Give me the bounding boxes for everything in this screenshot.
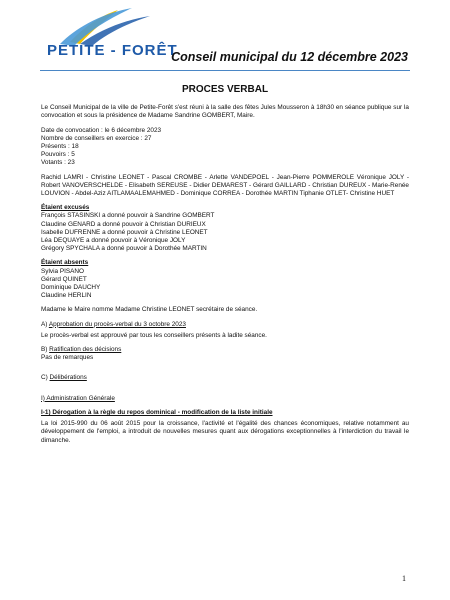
document-body [41,80,409,445]
list-item: Sylvia PISANO [41,267,84,275]
intro-paragraph: Le Conseil Municipal de la ville de Petite-Forêt s'est réuni à la salle des fêtes Jules Mousseron à 18h30 en séance publique sur la convocation et sous la présidence de Madame Sandrine GOMBERT, Maire. [41,104,409,120]
logo-text: PETITE - FORÊT [47,42,178,59]
absents-heading: Étaient absents [41,259,89,267]
list-item: Claudine GENARD a donné pouvoir à Christian DURIEUX [41,220,206,228]
list-item: François STASINSKI a donné pouvoir à Sandrine GOMBERT [41,212,215,220]
section-b-heading: B) Ratification des décisions [41,346,122,354]
logo-swoosh-icon [40,6,170,46]
convocation-date: Date de convocation : le 6 décembre 2023 [41,126,162,134]
attendees-list: Rachid LAMRI - Christine LEONET - Pascal CROMBE - Arlette VANDEPOEL - Jean-Pierre POMMEROLE Véronique JOLY - Robert VANOVERSCHELDE - Elisabeth SEREUSE - Didier DEMAREST - Gérard GAILLARD - Christian DUREUX - Marie-Renée LOUVION - Abdel-Aziz AITLAMAALEMAHMED - Dominique CORREA - Dorothée MARTIN Tiphanie OTLET- Christine HUET [41,173,409,198]
pouvoirs-count: Pouvoirs : 5 [41,151,75,159]
excuses-heading: Étaient excusés [41,204,90,212]
page-number: 1 [402,574,406,583]
list-item: Claudine HERLIN [41,292,92,300]
list-item: Grégory SPYCHALA a donné pouvoir à Dorothée MARTIN [41,245,207,253]
section-b-text: Pas de remarques [41,354,94,362]
list-item: Dominique DAUCHY [41,284,101,292]
list-item: Léa DEQUAYE a donné pouvoir à Véronique JOLY [41,237,186,245]
section-a-text: Le procès-verbal est approuvé par tous les conseillers présents à ladite séance. [41,331,267,339]
header-divider [40,70,410,71]
secretaire-text: Madame le Maire nomme Madame Christine LEONET secrétaire de séance. [41,306,258,314]
conseillers-count: Nombre de conseillers en exercice : 27 [41,134,152,142]
section-i-heading: I) Administration Générale [41,394,115,402]
item-1-text: La loi 2015-990 du 06 août 2015 pour la croissance, l'activité et l'égalité des chances économiques, relative notamment au développement de l'emploi, a introduit de nouvelles mesures quant aux dérogations exceptionnelles à l'interdiction du travail le dimanche. [41,420,409,444]
presents-count: Présents : 18 [41,143,79,151]
doc-title: PROCES VERBAL [181,84,269,95]
list-item: Gérard QUINET [41,275,87,283]
list-item: Isabelle DUFRENNE a donné pouvoir à Christine LEONET [41,228,208,236]
votants-count: Votants : 23 [41,159,75,167]
header-title: Conseil municipal du 12 décembre 2023 [171,50,408,64]
section-a-heading: A) Approbation du procès-verbal du 3 octobre 2023 [41,320,186,328]
item-1-heading: I-1) Dérogation à la règle du repos dominical - modification de la liste initiale [41,408,273,416]
section-c-heading: C) Délibérations [41,374,87,382]
